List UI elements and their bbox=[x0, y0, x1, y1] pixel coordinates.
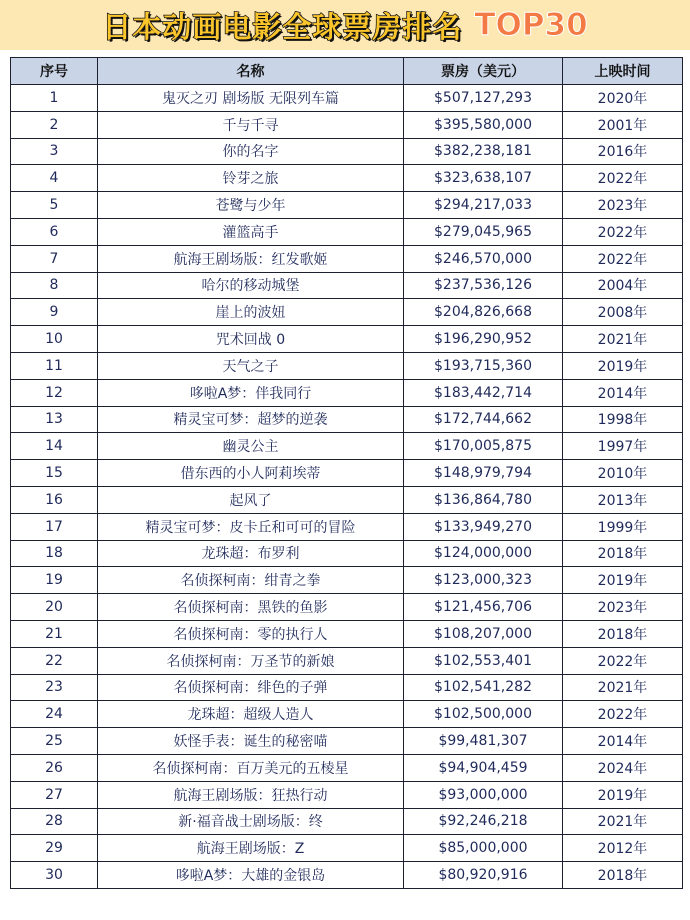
name-cell: 名侦探柯南：黑铁的鱼影 bbox=[98, 594, 404, 621]
rank-cell: 26 bbox=[11, 754, 98, 781]
box-office-cell: $99,481,307 bbox=[404, 728, 563, 755]
year-cell: 2022年 bbox=[563, 165, 683, 192]
table-row bbox=[11, 808, 683, 835]
rank-cell: 29 bbox=[11, 835, 98, 862]
name-cell: 名侦探柯南：万圣节的新娘 bbox=[98, 647, 404, 674]
box-office-cell: $121,456,706 bbox=[404, 594, 563, 621]
name-cell: 名侦探柯南：百万美元的五棱星 bbox=[98, 754, 404, 781]
year-cell: 2022年 bbox=[563, 218, 683, 245]
year-cell: 2022年 bbox=[563, 701, 683, 728]
table-row bbox=[11, 111, 683, 138]
name-cell: 航海王剧场版：狂热行动 bbox=[98, 781, 404, 808]
rank-cell: 16 bbox=[11, 486, 98, 513]
rank-cell: 15 bbox=[11, 460, 98, 487]
rank-cell: 10 bbox=[11, 326, 98, 353]
table-row bbox=[11, 85, 683, 112]
table-row bbox=[11, 299, 683, 326]
table-header bbox=[11, 58, 683, 85]
name-cell: 名侦探柯南：绀青之拳 bbox=[98, 567, 404, 594]
name-cell: 鬼灭之刃 剧场版 无限列车篇 bbox=[98, 85, 404, 112]
box-office-table bbox=[10, 57, 683, 889]
box-office-cell: $237,536,126 bbox=[404, 272, 563, 299]
year-cell: 1997年 bbox=[563, 433, 683, 460]
year-cell: 2001年 bbox=[563, 111, 683, 138]
table-row bbox=[11, 862, 683, 889]
rank-cell: 25 bbox=[11, 728, 98, 755]
rank-cell: 19 bbox=[11, 567, 98, 594]
header-name: 名称 bbox=[98, 58, 404, 85]
rank-cell: 28 bbox=[11, 808, 98, 835]
year-cell: 2010年 bbox=[563, 460, 683, 487]
name-cell: 幽灵公主 bbox=[98, 433, 404, 460]
table-row bbox=[11, 674, 683, 701]
name-cell: 妖怪手表：诞生的秘密喵 bbox=[98, 728, 404, 755]
box-office-cell: $172,744,662 bbox=[404, 406, 563, 433]
year-cell: 2014年 bbox=[563, 379, 683, 406]
rank-cell: 18 bbox=[11, 540, 98, 567]
name-cell: 咒术回战 0 bbox=[98, 326, 404, 353]
box-office-cell: $196,290,952 bbox=[404, 326, 563, 353]
table-row bbox=[11, 567, 683, 594]
box-office-cell: $279,045,965 bbox=[404, 218, 563, 245]
box-office-cell: $102,553,401 bbox=[404, 647, 563, 674]
title-banner bbox=[0, 0, 690, 50]
table-row bbox=[11, 460, 683, 487]
year-cell: 2023年 bbox=[563, 594, 683, 621]
year-cell: 2019年 bbox=[563, 567, 683, 594]
year-cell: 2004年 bbox=[563, 272, 683, 299]
year-cell: 1998年 bbox=[563, 406, 683, 433]
box-office-cell: $80,920,916 bbox=[404, 862, 563, 889]
year-cell: 2022年 bbox=[563, 647, 683, 674]
rank-cell: 30 bbox=[11, 862, 98, 889]
year-cell: 2018年 bbox=[563, 620, 683, 647]
name-cell: 借东西的小人阿莉埃蒂 bbox=[98, 460, 404, 487]
name-cell: 龙珠超：布罗利 bbox=[98, 540, 404, 567]
rank-cell: 22 bbox=[11, 647, 98, 674]
box-office-cell: $92,246,218 bbox=[404, 808, 563, 835]
year-cell: 2021年 bbox=[563, 326, 683, 353]
year-cell: 2013年 bbox=[563, 486, 683, 513]
name-cell: 哆啦A梦：伴我同行 bbox=[98, 379, 404, 406]
year-cell: 2019年 bbox=[563, 781, 683, 808]
table-row bbox=[11, 352, 683, 379]
name-cell: 灌篮高手 bbox=[98, 218, 404, 245]
name-cell: 铃芽之旅 bbox=[98, 165, 404, 192]
year-cell: 2021年 bbox=[563, 674, 683, 701]
rank-cell: 27 bbox=[11, 781, 98, 808]
year-cell: 2018年 bbox=[563, 540, 683, 567]
box-office-cell: $123,000,323 bbox=[404, 567, 563, 594]
table-row bbox=[11, 486, 683, 513]
name-cell: 你的名字 bbox=[98, 138, 404, 165]
name-cell: 哆啦A梦：大雄的金银岛 bbox=[98, 862, 404, 889]
name-cell: 起风了 bbox=[98, 486, 404, 513]
year-cell: 2019年 bbox=[563, 352, 683, 379]
box-office-cell: $323,638,107 bbox=[404, 165, 563, 192]
page-title: 日本动画电影全球票房排名 bbox=[102, 9, 463, 44]
box-office-cell: $382,238,181 bbox=[404, 138, 563, 165]
table-row bbox=[11, 835, 683, 862]
name-cell: 名侦探柯南：零的执行人 bbox=[98, 620, 404, 647]
box-office-cell: $294,217,033 bbox=[404, 192, 563, 219]
title-highlight: TOP30 bbox=[474, 7, 588, 43]
year-cell: 2016年 bbox=[563, 138, 683, 165]
rank-cell: 12 bbox=[11, 379, 98, 406]
year-cell: 2014年 bbox=[563, 728, 683, 755]
name-cell: 航海王剧场版：红发歌姬 bbox=[98, 245, 404, 272]
rank-cell: 1 bbox=[11, 85, 98, 112]
rank-cell: 23 bbox=[11, 674, 98, 701]
rank-cell: 9 bbox=[11, 299, 98, 326]
table-row bbox=[11, 754, 683, 781]
name-cell: 新·福音战士剧场版：终 bbox=[98, 808, 404, 835]
name-cell: 龙珠超：超级人造人 bbox=[98, 701, 404, 728]
year-cell: 2008年 bbox=[563, 299, 683, 326]
rank-cell: 21 bbox=[11, 620, 98, 647]
box-office-cell: $507,127,293 bbox=[404, 85, 563, 112]
box-office-cell: $102,500,000 bbox=[404, 701, 563, 728]
rank-cell: 4 bbox=[11, 165, 98, 192]
box-office-cell: $183,442,714 bbox=[404, 379, 563, 406]
box-office-cell: $93,000,000 bbox=[404, 781, 563, 808]
box-office-cell: $94,904,459 bbox=[404, 754, 563, 781]
year-cell: 2012年 bbox=[563, 835, 683, 862]
table-row bbox=[11, 728, 683, 755]
box-office-cell: $85,000,000 bbox=[404, 835, 563, 862]
header-release-year: 上映时间 bbox=[563, 58, 683, 85]
table-row bbox=[11, 433, 683, 460]
rank-cell: 5 bbox=[11, 192, 98, 219]
box-office-cell: $102,541,282 bbox=[404, 674, 563, 701]
table-row bbox=[11, 781, 683, 808]
box-office-cell: $395,580,000 bbox=[404, 111, 563, 138]
year-cell: 1999年 bbox=[563, 513, 683, 540]
box-office-cell: $193,715,360 bbox=[404, 352, 563, 379]
rank-cell: 2 bbox=[11, 111, 98, 138]
box-office-cell: $124,000,000 bbox=[404, 540, 563, 567]
table-row bbox=[11, 326, 683, 353]
box-office-cell: $204,826,668 bbox=[404, 299, 563, 326]
table-row bbox=[11, 245, 683, 272]
box-office-cell: $108,207,000 bbox=[404, 620, 563, 647]
name-cell: 名侦探柯南：绯色的子弹 bbox=[98, 674, 404, 701]
rank-cell: 14 bbox=[11, 433, 98, 460]
name-cell: 千与千寻 bbox=[98, 111, 404, 138]
box-office-cell: $170,005,875 bbox=[404, 433, 563, 460]
rank-cell: 8 bbox=[11, 272, 98, 299]
year-cell: 2021年 bbox=[563, 808, 683, 835]
rank-cell: 7 bbox=[11, 245, 98, 272]
table-row bbox=[11, 647, 683, 674]
box-office-cell: $133,949,270 bbox=[404, 513, 563, 540]
table-row bbox=[11, 406, 683, 433]
rank-cell: 11 bbox=[11, 352, 98, 379]
table-row bbox=[11, 192, 683, 219]
rank-cell: 20 bbox=[11, 594, 98, 621]
rank-cell: 24 bbox=[11, 701, 98, 728]
name-cell: 苍鹭与少年 bbox=[98, 192, 404, 219]
year-cell: 2023年 bbox=[563, 192, 683, 219]
box-office-cell: $136,864,780 bbox=[404, 486, 563, 513]
table-row bbox=[11, 540, 683, 567]
name-cell: 天气之子 bbox=[98, 352, 404, 379]
table-row bbox=[11, 138, 683, 165]
name-cell: 航海王剧场版：Z bbox=[98, 835, 404, 862]
table-row bbox=[11, 513, 683, 540]
year-cell: 2020年 bbox=[563, 85, 683, 112]
header-rank: 序号 bbox=[11, 58, 98, 85]
table-row bbox=[11, 620, 683, 647]
rank-cell: 13 bbox=[11, 406, 98, 433]
table-row bbox=[11, 379, 683, 406]
name-cell: 精灵宝可梦：超梦的逆袭 bbox=[98, 406, 404, 433]
year-cell: 2022年 bbox=[563, 245, 683, 272]
header-box-office: 票房（美元） bbox=[404, 58, 563, 85]
table-row bbox=[11, 272, 683, 299]
table-row bbox=[11, 218, 683, 245]
name-cell: 精灵宝可梦：皮卡丘和可可的冒险 bbox=[98, 513, 404, 540]
year-cell: 2024年 bbox=[563, 754, 683, 781]
rank-cell: 3 bbox=[11, 138, 98, 165]
name-cell: 崖上的波妞 bbox=[98, 299, 404, 326]
table-row bbox=[11, 594, 683, 621]
rank-cell: 17 bbox=[11, 513, 98, 540]
box-office-cell: $148,979,794 bbox=[404, 460, 563, 487]
year-cell: 2018年 bbox=[563, 862, 683, 889]
rank-cell: 6 bbox=[11, 218, 98, 245]
table-row bbox=[11, 701, 683, 728]
box-office-cell: $246,570,000 bbox=[404, 245, 563, 272]
name-cell: 哈尔的移动城堡 bbox=[98, 272, 404, 299]
table-row bbox=[11, 165, 683, 192]
